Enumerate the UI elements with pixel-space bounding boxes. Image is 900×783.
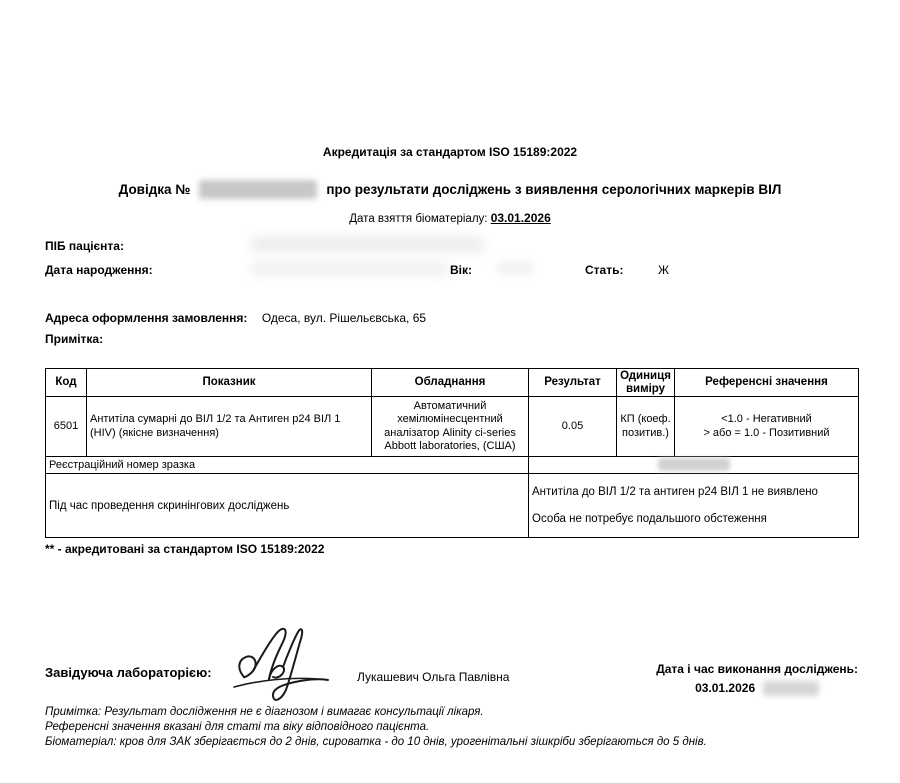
footer-note-reference: Референсні значення вказані для статі та віку відповідного пацієнта. bbox=[45, 721, 430, 734]
execution-datetime-line bbox=[656, 679, 858, 698]
redacted-certificate-number bbox=[199, 180, 317, 199]
reference-negative: <1.0 - Негативний bbox=[721, 413, 812, 426]
order-address-line bbox=[45, 309, 426, 327]
header-unit: Одиниця виміру bbox=[617, 369, 675, 397]
result-row bbox=[46, 397, 859, 457]
header-code: Код bbox=[46, 369, 87, 397]
execution-datetime-label: Дата і час виконання досліджень: bbox=[656, 662, 858, 676]
cell-reference bbox=[675, 397, 859, 457]
header-result: Результат bbox=[529, 369, 617, 397]
header-reference: Референсні значення bbox=[675, 369, 859, 397]
age-label: Вік: bbox=[450, 263, 473, 277]
execution-date-value: 03.01.2026 bbox=[695, 681, 756, 695]
table-header-row bbox=[46, 369, 859, 397]
order-address-label: Адреса оформлення замовлення: bbox=[45, 311, 248, 325]
registration-row bbox=[46, 457, 859, 474]
signature-image bbox=[228, 623, 353, 711]
certificate-title-line bbox=[0, 180, 900, 199]
patient-name-label: ПІБ пацієнта: bbox=[45, 239, 124, 253]
order-address-value: Одеса, вул. Рішельєвська, 65 bbox=[261, 311, 427, 325]
screening-result-cell bbox=[529, 474, 859, 538]
redacted-age bbox=[496, 262, 534, 275]
sample-date-line bbox=[0, 211, 900, 225]
certificate-prefix: Довідка № bbox=[118, 182, 191, 197]
footer-note-biomaterial: Біоматеріал: кров для ЗАК зберігається до 2 днів, сироватка - до 10 днів, урогенітальні зішкріби зберігаються до 5 днів. bbox=[45, 736, 707, 749]
screening-row bbox=[46, 474, 859, 538]
screening-result-line1: Антитіла до ВІЛ 1/2 та антиген p24 ВІЛ 1 не виявлено bbox=[532, 486, 818, 499]
cell-code: 6501 bbox=[46, 397, 87, 457]
lab-head-label: Завідуюча лабораторією: bbox=[45, 665, 212, 680]
cell-equipment: Автоматичний хемілюмінесцентний аналізатор Alinity ci-series Abbott laboratories, (США) bbox=[372, 397, 529, 457]
sex-value: Ж bbox=[658, 263, 670, 277]
redacted-registration-number bbox=[658, 458, 730, 471]
execution-datetime-block bbox=[656, 660, 858, 698]
header-indicator: Показник bbox=[87, 369, 372, 397]
redacted-patient-name bbox=[250, 236, 485, 253]
header-equipment: Обладнання bbox=[372, 369, 529, 397]
registration-value-cell bbox=[529, 457, 859, 474]
results-table bbox=[45, 368, 859, 538]
birth-date-label: Дата народження: bbox=[45, 263, 153, 277]
footer-note-disclaimer: Примітка: Результат дослідження не є діагнозом і вимагає консультації лікаря. bbox=[45, 706, 484, 718]
cell-unit: КП (коеф.позитив.) bbox=[617, 397, 675, 457]
sample-date-label: Дата взяття біоматеріалу: bbox=[349, 213, 488, 225]
screening-result-line2: Особа не потребує подальшого обстеження bbox=[532, 513, 767, 526]
lab-head-name: Лукашевич Ольга Павлівна bbox=[357, 670, 510, 684]
certificate-suffix: про результати досліджень з виявлення серологічних маркерів ВІЛ bbox=[326, 182, 782, 197]
accredited-footnote: ** - акредитовані за стандартом ISO 15189:2022 bbox=[45, 542, 325, 556]
reference-positive: > або = 1.0 - Позитивний bbox=[703, 426, 830, 439]
accreditation-title: Акредитація за стандартом ISO 15189:2022 bbox=[322, 145, 578, 159]
screening-label: Під час проведення скринінгових досліджень bbox=[46, 474, 529, 538]
cell-indicator: Антитіла сумарні до ВІЛ 1/2 та Антиген p24 ВІЛ 1 (HIV) (якісне визначення) bbox=[87, 397, 372, 457]
remark-label: Примітка: bbox=[45, 332, 104, 346]
sample-date-value: 03.01.2026 bbox=[490, 211, 551, 225]
sex-label: Стать: bbox=[585, 263, 624, 277]
redacted-execution-time bbox=[763, 681, 819, 696]
cell-result: 0.05 bbox=[529, 397, 617, 457]
redacted-birth-date bbox=[250, 262, 450, 276]
footer-notes bbox=[45, 705, 865, 751]
registration-label: Реєстраційний номер зразка bbox=[46, 457, 529, 474]
